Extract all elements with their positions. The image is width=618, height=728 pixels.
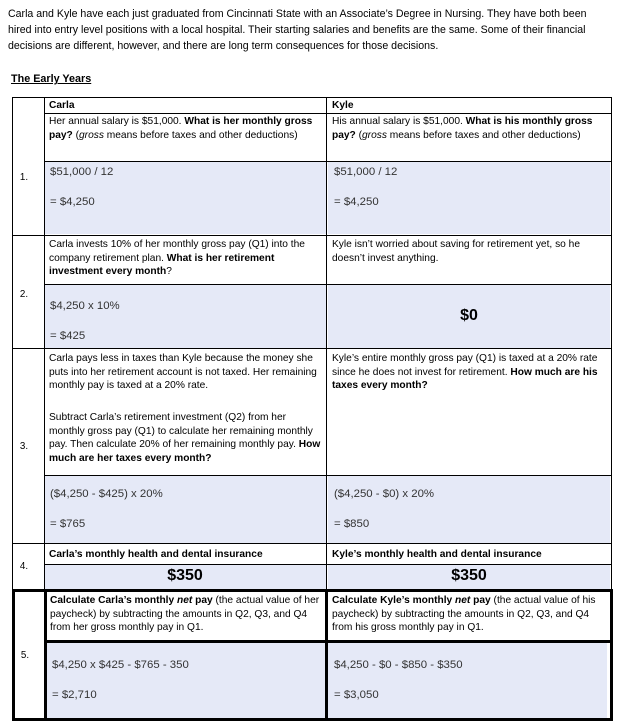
row5-kyle-answer: = $3,050: [334, 689, 379, 701]
header-kyle: Kyle: [332, 100, 354, 111]
row5-carla-work: $4,250 x $425 - $765 - 350: [52, 659, 189, 671]
row1-carla-question: Her annual salary is $51,000. What is her monthly gross pay? (gross means before taxes and other deductions): [49, 116, 313, 141]
row5-carla-answer: = $2,710: [52, 689, 97, 701]
row3-carla-answer: = $765: [50, 518, 86, 530]
row4-kyle-label: Kyle’s monthly health and dental insurance: [332, 549, 542, 560]
row3-kyle-answer-box[interactable]: [328, 476, 610, 543]
row1-kyle-question: His annual salary is $51,000. What is his monthly gross pay? (gross means before taxes and other deductions): [332, 116, 593, 141]
row4-carla-answer: $350: [167, 567, 203, 584]
row3-number: 3.: [19, 441, 29, 452]
row3-kyle-answer: = $850: [334, 518, 370, 530]
row3-carla-question: Subtract Carla’s retirement investment (Q2) from her monthly gross pay (Q1) to calculate her remaining monthly pay. Then calculate 20% of her remaining monthly pay. How much are her taxes every month?: [49, 412, 321, 464]
row4-number: 4.: [19, 561, 29, 572]
row2-kyle-answer: $0: [460, 307, 478, 324]
row1-number: 1.: [19, 172, 29, 183]
row2-carla-question: Carla invests 10% of her monthly gross pay (Q1) into the company retirement plan. What is her retirement investment every month?: [49, 239, 305, 278]
row2-carla-answer-box[interactable]: [44, 285, 326, 348]
row4-carla-label: Carla’s monthly health and dental insurance: [49, 549, 263, 560]
row1-carla-work: $51,000 / 12: [50, 166, 114, 178]
row1-carla-answer: = $4,250: [50, 196, 95, 208]
section-title: The Early Years: [11, 73, 92, 85]
row1-kyle-answer: = $4,250: [334, 196, 379, 208]
row1-kyle-work: $51,000 / 12: [334, 166, 398, 178]
row3-kyle-work: ($4,250 - $0) x 20%: [334, 488, 435, 500]
row3-carla-explanation: Carla pays less in taxes than Kyle because the money she puts into her retirement account is not taxed. Her remaining monthly pay is taxed at a 20% rate.: [49, 353, 317, 392]
row2-carla-answer: = $425: [50, 330, 86, 342]
header-carla: Carla: [49, 100, 75, 111]
row5-carla-question: Calculate Carla’s monthly net pay (the actual value of her paycheck) by subtracting the amounts in Q2, Q3, and Q4 from her gross monthly pay in Q1.: [50, 595, 320, 634]
intro-paragraph: Carla and Kyle have each just graduated from Cincinnati State with an Associate’s Degree in Nursing. They have both been hired into entry level positions with a local hospital. Their starting salaries and benefits are the same. Some of their financial decisions are different, however, and there are long term consequences for those decisions.: [8, 8, 587, 52]
row5-kyle-work: $4,250 - $0 - $850 - $350: [334, 659, 463, 671]
row3-carla-answer-box[interactable]: [44, 476, 326, 543]
row5-kyle-question: Calculate Kyle’s monthly net pay (the actual value of his paycheck) by subtracting the amounts in Q2, Q3, and Q4 from his gross monthly pay in Q1.: [332, 595, 596, 634]
row3-kyle-question: Kyle’s entire monthly gross pay (Q1) is taxed at a 20% rate since he does not invest for retirement. How much are his taxes every month?: [332, 353, 598, 392]
row5-number: 5.: [20, 650, 30, 661]
row4-kyle-answer: $350: [451, 567, 487, 584]
row2-kyle-note: Kyle isn’t worried about saving for retirement yet, so he doesn’t invest anything.: [332, 239, 581, 264]
row3-carla-work: ($4,250 - $425) x 20%: [50, 488, 163, 500]
row2-number: 2.: [19, 289, 29, 300]
row2-carla-work: $4,250 x 10%: [50, 300, 120, 312]
